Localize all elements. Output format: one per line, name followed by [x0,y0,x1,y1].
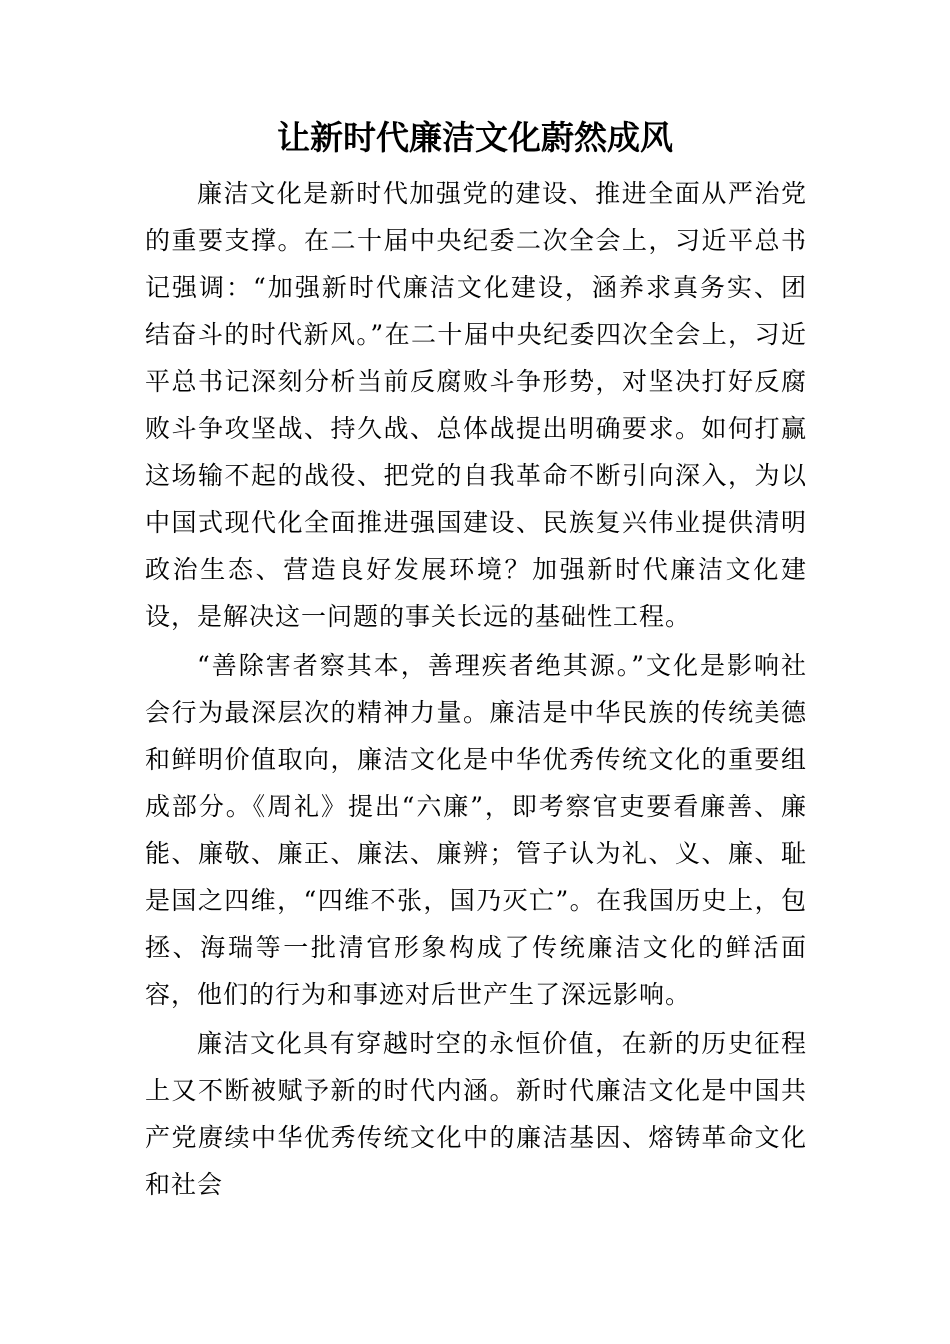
document-body [145,170,807,1208]
document-title: 让新时代廉洁文化蔚然成风 [277,118,673,157]
paragraph-1: 廉洁文化是新时代加强党的建设、推进全面从严治党的重要支撑。在二十届中央纪委二次全会上，习近平总书记强调：“加强新时代廉洁文化建设，涵养求真务实、团结奋斗的时代新风。”在二十届中央纪委四次全会上，习近平总书记深刻分析当前反腐败斗争形势，对坚决打好反腐败斗争攻坚战、持久战、总体战提出明确要求。如何打赢这场输不起的战役、把党的自我革命不断引向深入，为以中国式现代化全面推进强国建设、民族复兴伟业提供清明政治生态、营造良好发展环境？加强新时代廉洁文化建设，是解决这一问题的事关长远的基础性工程。 [145,179,807,631]
paragraph-2: “善除害者察其本，善理疾者绝其源。”文化是影响社会行为最深层次的精神力量。廉洁是中华民族的传统美德和鲜明价值取向，廉洁文化是中华优秀传统文化的重要组成部分。《周礼》提出“六廉”，即考察官吏要看廉善、廉能、廉敬、廉正、廉法、廉辨；管子认为礼、义、廉、耻是国之四维，“四维不张，国乃灭亡”。在我国历史上，包拯、海瑞等一批清官形象构成了传统廉洁文化的鲜活面容，他们的行为和事迹对后世产生了深远影响。 [145,651,807,1009]
paragraph-3: 廉洁文化具有穿越时空的永恒价值，在新的历史征程上又不断被赋予新的时代内涵。新时代廉洁文化是中国共产党赓续中华优秀传统文化中的廉洁基因、熔铸革命文化和社会 [145,1029,807,1199]
